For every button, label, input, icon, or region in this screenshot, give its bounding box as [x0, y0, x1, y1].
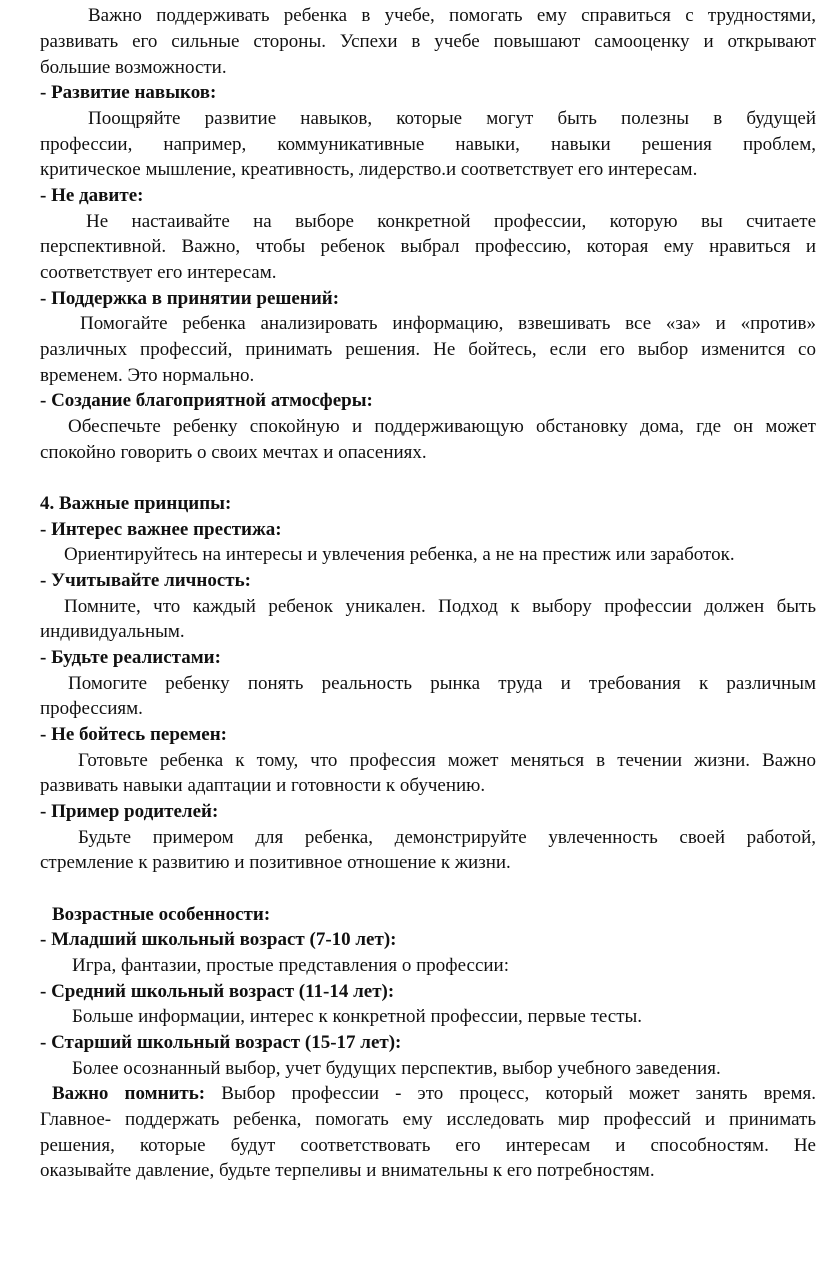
skills-heading: - Развитие навыков:: [40, 82, 217, 103]
remember-line-1: [52, 1081, 816, 1107]
junior-age-line: Игра, фантазии, простые представления о профессии:: [72, 955, 509, 976]
interest-heading: - Интерес важнее престижа:: [40, 519, 282, 540]
middle-age-line: Больше информации, интерес к конкретной профессии, первые тесты.: [72, 1006, 643, 1027]
changes-line-1: Готовьте ребенка к тому, что профессия может меняться в течении жизни. Важно: [78, 750, 816, 771]
senior-age-heading: - Старший школьный возраст (15-17 лет):: [40, 1032, 402, 1053]
parents-heading: - Пример родителей:: [40, 801, 219, 822]
realists-line-2: профессиям.: [40, 698, 143, 719]
realists-line-1: Помогите ребенку понять реальность рынка труда и требования к различным: [68, 673, 816, 694]
remember-line-4: оказывайте давление, будьте терпеливы и внимательны к его потребностям.: [40, 1160, 655, 1181]
no-pressure-line-3: соответствует его интересам.: [40, 262, 277, 283]
senior-age-line: Более осознанный выбор, учет будущих перспектив, выбор учебного заведения.: [72, 1058, 721, 1079]
no-pressure-line-2: перспективной. Важно, чтобы ребенок выбрал профессию, которая ему нравиться и: [40, 236, 816, 257]
intro-line-3: большие возможности.: [40, 57, 227, 78]
age-title: Возрастные особенности:: [52, 904, 271, 925]
personality-line-2: индивидуальным.: [40, 621, 185, 642]
remember-label: Важно помнить:: [52, 1083, 206, 1104]
decisions-heading: - Поддержка в принятии решений:: [40, 288, 340, 309]
no-pressure-line-1: Не настаивайте на выборе конкретной профессии, которую вы считаете: [86, 211, 816, 232]
remember-first-line-rest: Выбор профессии - это процесс, который может занять время.: [221, 1083, 816, 1104]
parents-line-2: стремление к развитию и позитивное отношение к жизни.: [40, 852, 511, 873]
decisions-line-2: различных профессий, принимать решения. Не бойтесь, если его выбор изменится со: [40, 339, 816, 360]
interest-line-1: Ориентируйтесь на интересы и увлечения ребенка, а не на престиж или заработок.: [64, 544, 735, 565]
intro-line-1: Важно поддерживать ребенка в учебе, помогать ему справиться с трудностями,: [88, 5, 816, 26]
changes-line-2: развивать навыки адаптации и готовности к обучению.: [40, 775, 486, 796]
atmosphere-line-1: Обеспечьте ребенку спокойную и поддерживающую обстановку дома, где он может: [68, 416, 816, 437]
decisions-line-1: Помогайте ребенка анализировать информацию, взвешивать все «за» и «против»: [80, 313, 816, 334]
middle-age-heading: - Средний школьный возраст (11-14 лет):: [40, 981, 395, 1002]
personality-line-1: Помните, что каждый ребенок уникален. Подход к выбору профессии должен быть: [64, 596, 816, 617]
skills-line-2: профессии, например, коммуникативные навыки, навыки решения проблем,: [40, 134, 816, 155]
intro-line-2: развивать его сильные стороны. Успехи в учебе повышают самооценку и открывают: [40, 31, 816, 52]
skills-line-1: Поощряйте развитие навыков, которые могут быть полезны в будущей: [88, 108, 816, 129]
changes-heading: - Не бойтесь перемен:: [40, 724, 227, 745]
no-pressure-heading: - Не давите:: [40, 185, 144, 206]
personality-heading: - Учитывайте личность:: [40, 570, 251, 591]
remember-line-3: решения, которые будут соответствовать его интересам и способностям. Не: [40, 1135, 816, 1156]
atmosphere-heading: - Создание благоприятной атмосферы:: [40, 390, 373, 411]
principles-title: 4. Важные принципы:: [40, 493, 232, 514]
junior-age-heading: - Младший школьный возраст (7-10 лет):: [40, 929, 397, 950]
realists-heading: - Будьте реалистами:: [40, 647, 221, 668]
remember-line-2: Главное- поддержать ребенка, помогать ему исследовать мир профессий и принимать: [40, 1109, 816, 1130]
skills-line-3: критическое мышление, креативность, лидерство.и соответствует его интересам.: [40, 159, 698, 180]
parents-line-1: Будьте примером для ребенка, демонстрируйте увлеченность своей работой,: [78, 827, 816, 848]
decisions-line-3: временем. Это нормально.: [40, 365, 255, 386]
atmosphere-line-2: спокойно говорить о своих мечтах и опасениях.: [40, 442, 427, 463]
